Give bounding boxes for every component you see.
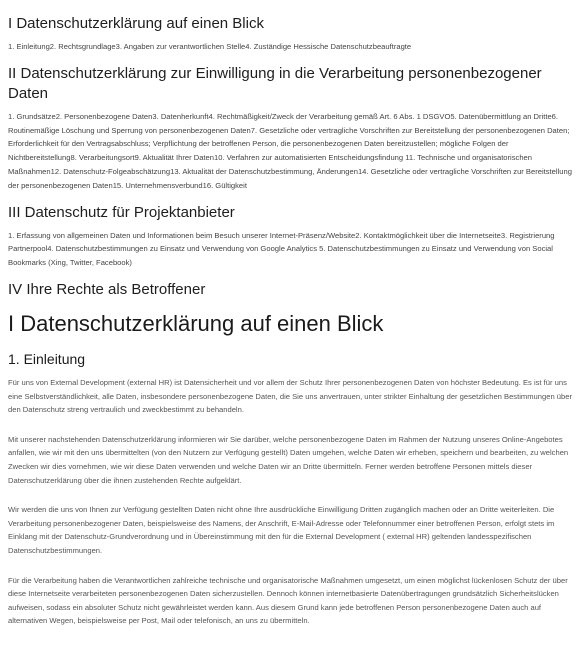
section-title: 1. Einleitung	[8, 350, 86, 367]
toc-items-2[interactable]: 1. Grundsätze2. Personenbezogene Daten3. Datenherkunft4. Rechtmäßigkeit/Zweck der Verarbeitung gemäß Art. 6 Abs. 1 DSGVO5. Datenübermittlung an Dritte6. Routinemäßige Löschung und Sperrung von personenbezogenen Daten7. Gesetzliche oder vertragliche Vorschriften zur Bereitstellung der personenbezogenen Daten; Erforderlichkeit für den Vertragsabschluss; Verpflichtung der betroffenen Person, die personenbezogenen Daten bereitzustellen; mögliche Folgen der Nichtbereitstellung8. Verarbeitungsort9. Aktualität Ihrer Daten10. Verfahren zur automatisierten Entscheidungsfindung 11. Technische und organisatorischen Maßnahmen12. Datenschutz-Folgeabschätzung13. Aktualität der Datenschutzbestimmung, Änderungen14. Gesetzliche oder vertragliche Vorschriften zur Bereitstellung der personenbezogenen Daten15. Unternehmensverbund16. Gültigkeit	[8, 111, 572, 190]
table-of-contents	[8, 14, 574, 300]
toc-items-1[interactable]: 1. Einleitung2. Rechtsgrundlage3. Angaben zur verantwortlichen Stelle4. Zuständige Hessische Datenschutzbeauftragte	[8, 42, 412, 51]
paragraph-1: Für uns von External Development (external HR) ist Datensicherheit und vor allem der Schutz Ihrer personenbezogenen Daten von höchster Bedeutung. Es ist für uns eine Selbstverständlichkeit, alle Daten, insbesondere personenbezogene Daten, die Sie uns anvertrauen, unter strikter Einhaltung der gesetzlichen Bestimmungen über den Datenschutz streng vertraulich und zweckbestimmt zu behandeln.	[8, 377, 572, 415]
paragraph-3: Wir werden die uns von Ihnen zur Verfügung gestellten Daten nicht ohne Ihre ausdrückliche Einwilligung Dritten zugänglich machen oder an Dritte weiterleiten. Die Verarbeitung personenbezogener Daten, beispielsweise des Namens, der Anschrift, E-Mail-Adresse oder Telefonnummer einer betroffenen Person, erfolgt stets im Einklang mit der Datenschutz-Grundverordnung und in Übereinstimmung mit den für die External Development ( external HR) geltenden landesspezifischen Datenschutzbestimmungen.	[8, 505, 555, 555]
toc-heading-2[interactable]: II Datenschutzerklärung zur Einwilligung in die Verarbeitung personenbezogener Daten	[8, 64, 542, 102]
toc-items-3[interactable]: 1. Erfassung von allgemeinen Daten und Informationen beim Besuch unserer Internet-Präsenz/Website2. Kontaktmöglichkeit über die Internetseite3. Registrierung Partnerpool4. Datenschutzbestimmungen zu Einsatz und Verwendung von Google Analytics 5. Datenschutzbestimmungen zu Einsatz und Verwendung von Social Bookmarks (Xing, Twitter, Facebook)	[8, 230, 555, 268]
toc-heading-1[interactable]: I Datenschutzerklärung auf einen Blick	[8, 15, 264, 32]
toc-heading-3[interactable]: III Datenschutz für Projektanbieter	[8, 203, 235, 221]
paragraph-2: Mit unserer nachstehenden Datenschutzerklärung informieren wir Sie darüber, welche personenbezogene Daten im Rahmen der Nutzung unseres Online-Angebotes anfallen, wie wir mit den uns übermittelten (von den Nutzern zur Verfügung gestellt) Daten umgehen, welche Daten wir erheben, speichern und bearbeiten, zu welchen Zwecken wir dies vornehmen, wie wir diese Daten verwenden und welche Daten wir an Dritte übermitteln. Ferner werden betroffene Personen mittels dieser Datenschutzerklärung über die ihnen zustehenden Rechte aufgeklärt.	[8, 434, 569, 485]
paragraph-4: Für die Verarbeitung haben die Verantwortlichen zahlreiche technische und organisatorische Maßnahmen umgesetzt, um einen möglichst lückenlosen Schutz der über diese Internetseite verarbeiteten personenbezogenen Daten sicherzustellen. Dennoch können internetbasierte Datenübertragungen grundsätzlich Sicherheitslücken aufweisen, sodass ein absoluter Schutz nicht gewährleistet werden kann. Aus diesem Grund kann jede betroffenen Person personenbezogene Daten auch auf alternativen Wegen, beispielsweise per Post, Mail oder telefonisch, an uns zu übermitteln.	[8, 575, 568, 626]
toc-heading-4[interactable]: IV Ihre Rechte als Betroffener	[8, 280, 206, 298]
page-title: I Datenschutzerklärung auf einen Blick	[8, 310, 384, 336]
